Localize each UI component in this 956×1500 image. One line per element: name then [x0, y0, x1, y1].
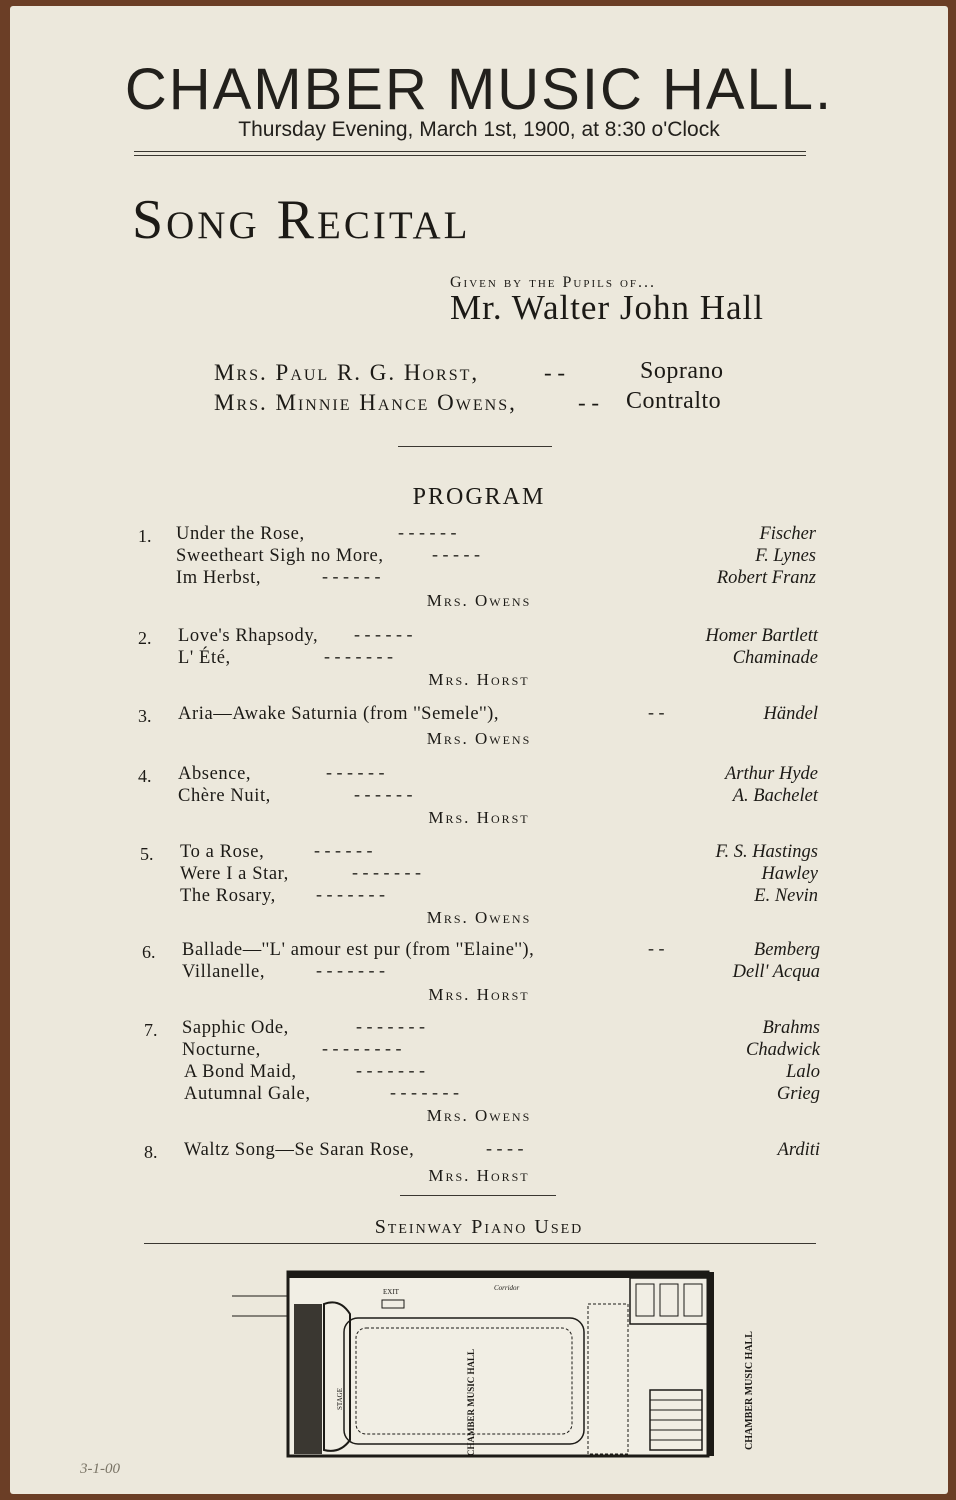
composer: Bemberg: [753, 940, 820, 960]
program-number: 5.: [140, 844, 154, 864]
leader-dashes: - - - - - -: [354, 784, 413, 804]
teacher-name: Mr. Walter John Hall: [450, 288, 764, 327]
leader-dashes: - -: [648, 702, 665, 722]
singer-name: Mrs. Owens: [426, 1106, 532, 1125]
steinway-note: Steinway Piano Used: [374, 1216, 584, 1238]
singer-name: Mrs. Horst: [428, 670, 530, 689]
song-title: Ballade—''L' amour est pur (from ''Elaine''),: [182, 940, 535, 960]
floor-plan: [232, 1260, 755, 1458]
plan-exit-label: EXIT: [383, 1288, 399, 1296]
song-title: L' Été,: [178, 648, 231, 668]
song-title: Im Herbst,: [176, 568, 262, 588]
program-number: 2.: [138, 628, 152, 648]
leader-dashes: - - - - - - -: [352, 862, 421, 882]
song-title: Love's Rhapsody,: [178, 626, 319, 646]
given-by-line: Given by the Pupils of...: [450, 274, 657, 291]
song-title: Nocturne,: [182, 1040, 261, 1060]
song-title: The Rosary,: [180, 886, 276, 906]
performer-voice: Soprano: [640, 358, 724, 384]
leader-dashes: - - - - -: [432, 544, 480, 564]
program-number: 8.: [144, 1142, 158, 1162]
singer-name: Mrs. Horst: [428, 1166, 530, 1185]
archive-date-note: 3-1-00: [80, 1461, 120, 1477]
song-title: Under the Rose,: [176, 524, 305, 544]
composer: Händel: [763, 704, 818, 724]
composer: Robert Franz: [716, 568, 816, 588]
plan-side-label: CHAMBER MUSIC HALL: [744, 1331, 755, 1450]
section-divider: [398, 446, 552, 447]
song-title: Were I a Star,: [180, 864, 289, 884]
performer-dashes: - -: [544, 360, 566, 385]
leader-dashes: - - - - - - -: [390, 1082, 459, 1102]
footer-divider: [400, 1195, 556, 1196]
leader-dashes: - - - - - - -: [316, 884, 385, 904]
leader-dashes: - -: [648, 938, 665, 958]
song-title: Chère Nuit,: [178, 786, 271, 806]
leader-dashes: - - - - - -: [314, 840, 373, 860]
composer: Dell' Acqua: [732, 962, 820, 982]
leader-dashes: - - - - - - - -: [322, 1038, 402, 1058]
leader-dashes: - - - - - -: [398, 522, 457, 542]
program-number: 3.: [138, 706, 152, 726]
composer: Lalo: [786, 1062, 820, 1082]
program-heading: PROGRAM: [412, 484, 546, 510]
header-rule-top: [134, 151, 806, 152]
composer: E. Nevin: [754, 886, 818, 906]
plan-hall-label: CHAMBER MUSIC HALL: [466, 1348, 476, 1456]
singer-name: Mrs. Horst: [428, 985, 530, 1004]
leader-dashes: - - - -: [486, 1138, 524, 1158]
leader-dashes: - - - - - - -: [324, 646, 393, 666]
singer-name: Mrs. Owens: [426, 908, 532, 927]
composer: Brahms: [762, 1018, 820, 1038]
singer-name: Mrs. Owens: [426, 729, 532, 748]
composer: Arditi: [777, 1140, 820, 1160]
performer-voice: Contralto: [626, 388, 722, 414]
hall-title: CHAMBER MUSIC HALL.: [124, 57, 834, 122]
leader-dashes: - - - - - - -: [356, 1060, 425, 1080]
recital-title: Song Recital: [132, 189, 471, 251]
singer-name: Mrs. Horst: [428, 808, 530, 827]
header-rule-bottom: [134, 155, 806, 156]
composer: A. Bachelet: [732, 786, 818, 806]
plan-stage-label: STAGE: [336, 1388, 344, 1410]
plan-corridor-label: Corridor: [494, 1284, 520, 1292]
leader-dashes: - - - - - - -: [356, 1016, 425, 1036]
song-title: Sapphic Ode,: [182, 1018, 289, 1038]
program-number: 7.: [144, 1020, 158, 1040]
program-number: 1.: [138, 526, 152, 546]
song-title: To a Rose,: [180, 842, 265, 862]
event-date: Thursday Evening, March 1st, 1900, at 8:30 o'Clock: [238, 118, 720, 141]
singer-name: Mrs. Owens: [426, 591, 532, 610]
plan-stair-block: [294, 1304, 322, 1454]
composer: Homer Bartlett: [705, 626, 818, 646]
leader-dashes: - - - - - -: [354, 624, 413, 644]
composer: Chadwick: [746, 1040, 820, 1060]
program-number: 4.: [138, 766, 152, 786]
composer: Chaminade: [732, 648, 818, 668]
leader-dashes: - - - - - - -: [316, 960, 385, 980]
program-page: [10, 6, 948, 1494]
composer: Grieg: [776, 1084, 820, 1104]
performer-name: Mrs. Paul R. G. Horst,: [214, 360, 480, 385]
plan-rule: [144, 1243, 816, 1244]
performer-name: Mrs. Minnie Hance Owens,: [214, 390, 517, 415]
composer: F. Lynes: [755, 546, 816, 566]
plan-top-wall: [288, 1272, 708, 1278]
composer: F. S. Hastings: [715, 842, 818, 862]
composer: Hawley: [761, 864, 818, 884]
leader-dashes: - - - - - -: [322, 566, 381, 586]
leader-dashes: - - - - - -: [326, 762, 385, 782]
song-title: Aria—Awake Saturnia (from ''Semele''),: [178, 704, 500, 724]
performer-dashes: - -: [578, 390, 600, 415]
song-title: A Bond Maid,: [184, 1062, 297, 1082]
song-title: Sweetheart Sigh no More,: [176, 546, 384, 566]
plan-right-wall: [708, 1272, 714, 1456]
song-title: Waltz Song—Se Saran Rose,: [184, 1140, 415, 1160]
song-title: Autumnal Gale,: [184, 1084, 311, 1104]
program-number: 6.: [142, 942, 156, 962]
composer: Fischer: [759, 524, 816, 544]
song-title: Absence,: [178, 764, 252, 784]
song-title: Villanelle,: [182, 962, 266, 982]
composer: Arthur Hyde: [725, 764, 818, 784]
